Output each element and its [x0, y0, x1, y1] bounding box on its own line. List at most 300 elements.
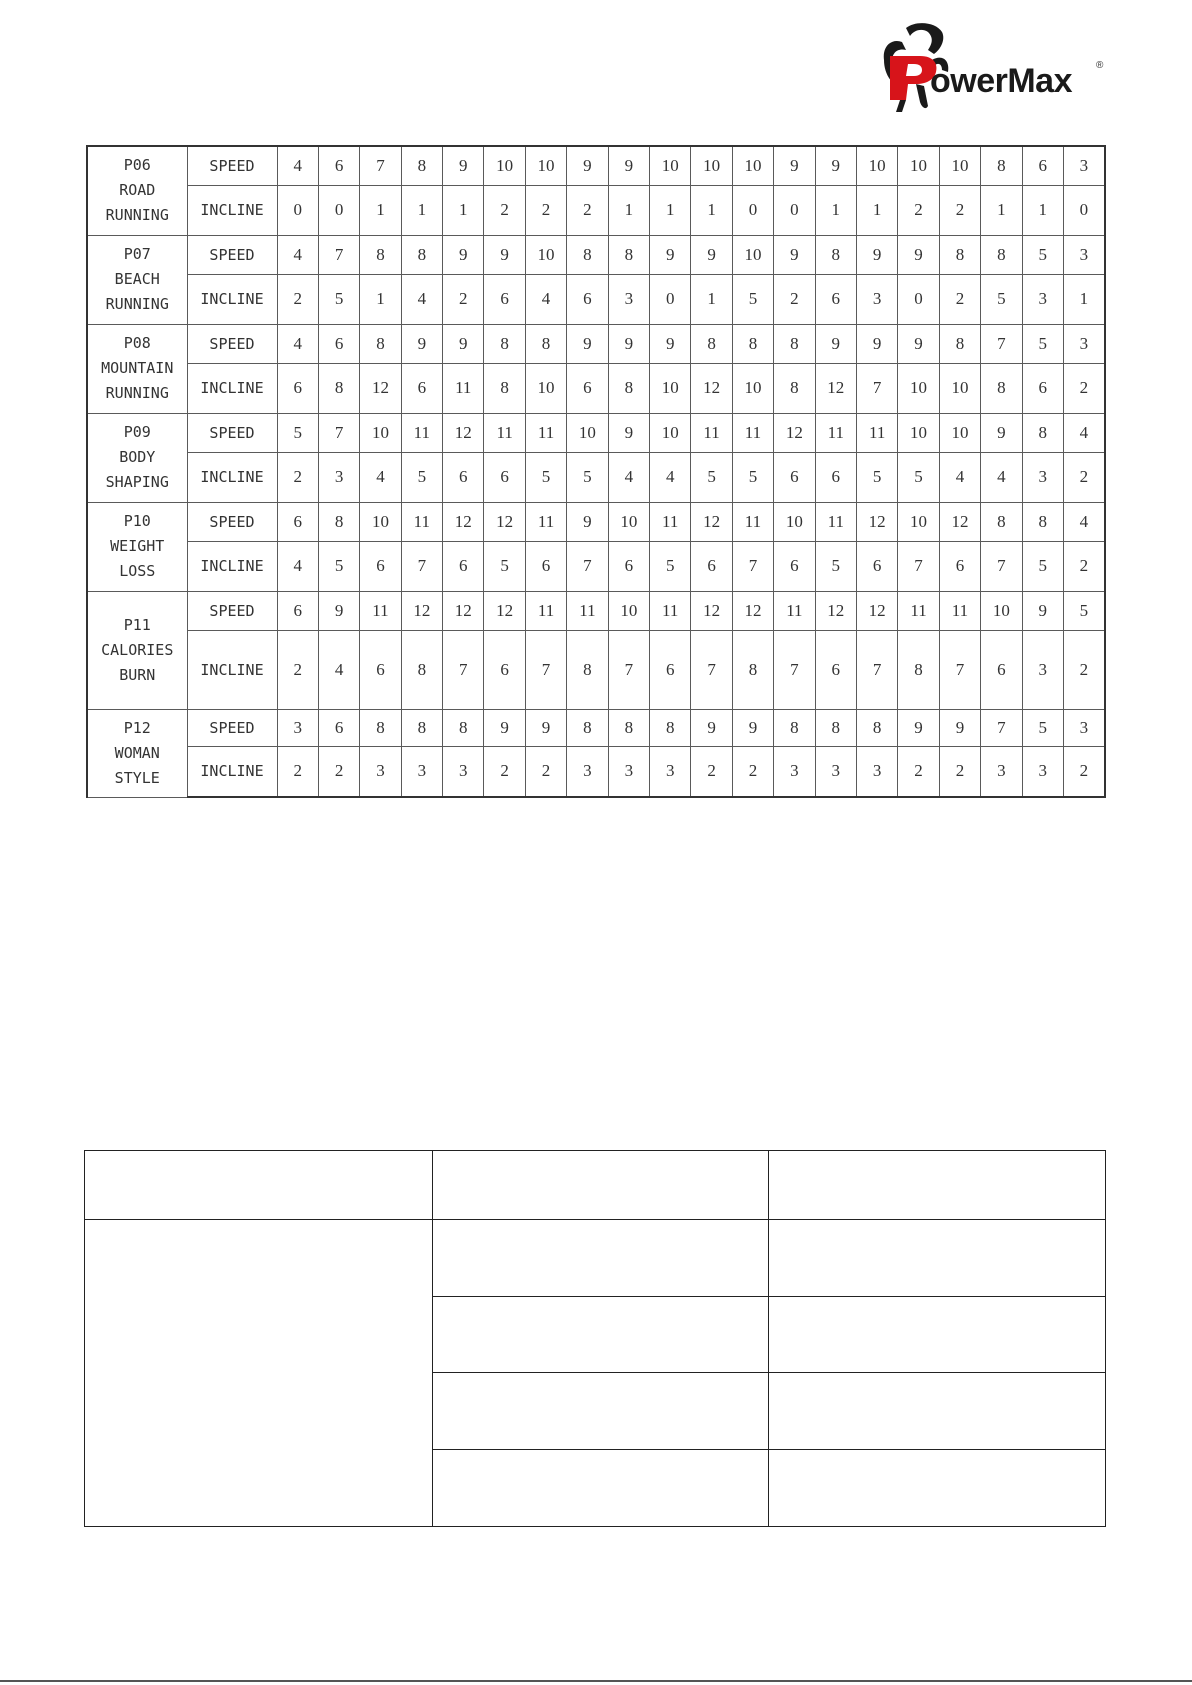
speed-value: 9 [981, 413, 1022, 452]
incline-value: 3 [567, 746, 608, 797]
incline-value: 0 [774, 185, 815, 235]
empty-spec-table [84, 1150, 1106, 1527]
speed-value: 10 [691, 146, 732, 185]
program-row-speed [87, 235, 1105, 274]
incline-value: 0 [277, 185, 318, 235]
speed-value: 10 [939, 413, 980, 452]
program-code: P07 [123, 245, 151, 263]
speed-value: 8 [401, 709, 442, 746]
incline-value: 2 [1063, 746, 1104, 797]
speed-value: 9 [567, 146, 608, 185]
incline-value: 2 [939, 185, 980, 235]
speed-value: 11 [401, 502, 442, 541]
speed-label: SPEED [187, 146, 277, 185]
incline-value: 3 [650, 746, 691, 797]
speed-value: 10 [898, 146, 939, 185]
speed-value: 11 [401, 413, 442, 452]
incline-value: 6 [360, 541, 401, 591]
incline-value: 7 [856, 363, 897, 413]
incline-value: 6 [691, 541, 732, 591]
incline-value: 5 [815, 541, 856, 591]
program-table [86, 145, 1106, 798]
incline-value: 7 [608, 630, 649, 709]
incline-value: 8 [608, 363, 649, 413]
speed-value: 10 [981, 591, 1022, 630]
speed-value: 10 [360, 502, 401, 541]
speed-value: 9 [939, 709, 980, 746]
incline-value: 1 [401, 185, 442, 235]
incline-value: 1 [360, 274, 401, 324]
speed-value: 12 [774, 413, 815, 452]
speed-value: 8 [360, 235, 401, 274]
incline-value: 2 [898, 185, 939, 235]
speed-value: 8 [939, 324, 980, 363]
speed-value: 10 [732, 235, 773, 274]
program-row-incline [87, 452, 1105, 502]
speed-value: 9 [815, 324, 856, 363]
incline-value: 3 [1022, 452, 1063, 502]
speed-value: 5 [1022, 709, 1063, 746]
empty-cell [85, 1151, 433, 1220]
speed-value: 12 [443, 591, 484, 630]
incline-value: 5 [856, 452, 897, 502]
speed-value: 10 [525, 235, 566, 274]
incline-value: 8 [484, 363, 525, 413]
incline-value: 3 [401, 746, 442, 797]
incline-value: 5 [401, 452, 442, 502]
speed-value: 9 [443, 235, 484, 274]
speed-value: 10 [484, 146, 525, 185]
speed-value: 10 [650, 413, 691, 452]
incline-value: 4 [318, 630, 359, 709]
speed-value: 8 [815, 235, 856, 274]
incline-value: 4 [277, 541, 318, 591]
incline-value: 0 [1063, 185, 1104, 235]
speed-value: 7 [981, 709, 1022, 746]
incline-value: 6 [856, 541, 897, 591]
speed-value: 8 [732, 324, 773, 363]
speed-value: 9 [608, 324, 649, 363]
incline-value: 4 [981, 452, 1022, 502]
incline-value: 10 [898, 363, 939, 413]
speed-value: 7 [318, 413, 359, 452]
incline-value: 0 [898, 274, 939, 324]
incline-value: 2 [1063, 541, 1104, 591]
empty-table-row [85, 1220, 1106, 1297]
speed-value: 12 [443, 502, 484, 541]
incline-value: 10 [732, 363, 773, 413]
incline-value: 10 [525, 363, 566, 413]
incline-value: 2 [567, 185, 608, 235]
incline-value: 3 [1022, 630, 1063, 709]
incline-value: 0 [732, 185, 773, 235]
speed-value: 11 [525, 413, 566, 452]
empty-cell [769, 1151, 1106, 1220]
speed-value: 8 [443, 709, 484, 746]
speed-value: 11 [856, 413, 897, 452]
program-name: BODY SHAPING [105, 448, 169, 491]
speed-value: 4 [277, 235, 318, 274]
speed-value: 9 [650, 324, 691, 363]
registered-mark: ® [1096, 60, 1104, 71]
incline-value: 6 [525, 541, 566, 591]
speed-value: 10 [360, 413, 401, 452]
program-name-cell [87, 591, 187, 709]
incline-value: 2 [277, 274, 318, 324]
speed-value: 8 [650, 709, 691, 746]
logo-wordmark: owerMax [930, 62, 1072, 100]
incline-value: 2 [898, 746, 939, 797]
speed-value: 10 [525, 146, 566, 185]
program-name-cell [87, 413, 187, 502]
program-row-speed [87, 502, 1105, 541]
program-code: P11 [123, 615, 151, 634]
incline-value: 12 [360, 363, 401, 413]
incline-value: 3 [815, 746, 856, 797]
incline-value: 4 [650, 452, 691, 502]
speed-value: 9 [401, 324, 442, 363]
incline-value: 3 [608, 746, 649, 797]
incline-label: INCLINE [187, 452, 277, 502]
incline-value: 2 [484, 185, 525, 235]
page-bottom-rule [0, 1680, 1192, 1682]
incline-value: 5 [525, 452, 566, 502]
incline-value: 5 [1022, 541, 1063, 591]
speed-value: 8 [401, 146, 442, 185]
incline-value: 7 [981, 541, 1022, 591]
incline-value: 12 [815, 363, 856, 413]
incline-value: 5 [732, 452, 773, 502]
speed-value: 11 [650, 502, 691, 541]
empty-cell [433, 1373, 769, 1450]
incline-value: 10 [939, 363, 980, 413]
program-name-cell [87, 235, 187, 324]
speed-value: 9 [608, 413, 649, 452]
incline-value: 1 [691, 274, 732, 324]
speed-value: 3 [277, 709, 318, 746]
incline-value: 4 [525, 274, 566, 324]
speed-value: 9 [1022, 591, 1063, 630]
speed-value: 8 [525, 324, 566, 363]
speed-value: 12 [484, 502, 525, 541]
program-name: ROAD RUNNING [105, 181, 169, 225]
incline-value: 1 [360, 185, 401, 235]
speed-value: 6 [277, 502, 318, 541]
speed-value: 7 [318, 235, 359, 274]
incline-value: 7 [732, 541, 773, 591]
speed-value: 10 [856, 146, 897, 185]
speed-value: 11 [691, 413, 732, 452]
speed-label: SPEED [187, 324, 277, 363]
speed-value: 9 [443, 146, 484, 185]
incline-value: 8 [898, 630, 939, 709]
empty-table-header-row [85, 1151, 1106, 1220]
speed-value: 8 [401, 235, 442, 274]
speed-value: 12 [691, 502, 732, 541]
program-row-speed [87, 591, 1105, 630]
incline-value: 7 [401, 541, 442, 591]
speed-value: 5 [1022, 324, 1063, 363]
speed-value: 10 [608, 502, 649, 541]
incline-value: 6 [567, 363, 608, 413]
incline-value: 1 [981, 185, 1022, 235]
speed-value: 4 [1063, 413, 1104, 452]
incline-value: 7 [691, 630, 732, 709]
speed-value: 5 [1022, 235, 1063, 274]
program-row-incline [87, 363, 1105, 413]
program-row-incline [87, 746, 1105, 797]
incline-label: INCLINE [187, 274, 277, 324]
incline-value: 2 [691, 746, 732, 797]
incline-value: 6 [815, 630, 856, 709]
empty-cell [769, 1220, 1106, 1297]
incline-value: 6 [484, 274, 525, 324]
program-row-speed [87, 324, 1105, 363]
incline-value: 4 [939, 452, 980, 502]
speed-value: 8 [691, 324, 732, 363]
program-name: BEACH RUNNING [105, 270, 169, 313]
speed-value: 11 [774, 591, 815, 630]
incline-value: 8 [774, 363, 815, 413]
speed-value: 9 [774, 235, 815, 274]
incline-value: 2 [1063, 363, 1104, 413]
speed-value: 3 [1063, 146, 1104, 185]
program-name: WEIGHT LOSS [110, 537, 165, 580]
incline-value: 8 [567, 630, 608, 709]
speed-value: 5 [277, 413, 318, 452]
incline-value: 6 [981, 630, 1022, 709]
incline-label: INCLINE [187, 363, 277, 413]
speed-value: 3 [1063, 235, 1104, 274]
speed-value: 8 [608, 235, 649, 274]
speed-value: 6 [318, 709, 359, 746]
speed-value: 12 [401, 591, 442, 630]
incline-value: 5 [484, 541, 525, 591]
incline-value: 8 [981, 363, 1022, 413]
speed-value: 11 [898, 591, 939, 630]
incline-value: 2 [277, 746, 318, 797]
speed-value: 9 [898, 324, 939, 363]
incline-value: 3 [608, 274, 649, 324]
program-row-speed [87, 413, 1105, 452]
incline-value: 2 [525, 185, 566, 235]
incline-value: 1 [1022, 185, 1063, 235]
incline-value: 7 [898, 541, 939, 591]
program-name: CALORIES BURN [101, 640, 174, 684]
speed-value: 11 [567, 591, 608, 630]
speed-value: 12 [939, 502, 980, 541]
incline-label: INCLINE [187, 185, 277, 235]
incline-value: 8 [318, 363, 359, 413]
speed-value: 12 [732, 591, 773, 630]
speed-value: 7 [981, 324, 1022, 363]
program-name-cell [87, 324, 187, 413]
speed-value: 3 [1063, 709, 1104, 746]
speed-value: 8 [360, 709, 401, 746]
speed-value: 9 [691, 709, 732, 746]
incline-value: 0 [650, 274, 691, 324]
speed-value: 9 [774, 146, 815, 185]
incline-value: 3 [774, 746, 815, 797]
speed-value: 8 [774, 709, 815, 746]
incline-value: 6 [939, 541, 980, 591]
speed-value: 4 [277, 324, 318, 363]
speed-value: 9 [525, 709, 566, 746]
speed-label: SPEED [187, 709, 277, 746]
empty-cell [433, 1220, 769, 1297]
program-name: MOUNTAIN RUNNING [101, 359, 174, 402]
incline-value: 5 [691, 452, 732, 502]
speed-value: 10 [898, 413, 939, 452]
incline-value: 1 [856, 185, 897, 235]
incline-value: 5 [898, 452, 939, 502]
speed-value: 4 [1063, 502, 1104, 541]
incline-value: 7 [939, 630, 980, 709]
incline-value: 1 [650, 185, 691, 235]
incline-value: 3 [360, 746, 401, 797]
empty-cell [769, 1297, 1106, 1373]
speed-value: 8 [567, 709, 608, 746]
incline-value: 1 [1063, 274, 1104, 324]
speed-value: 8 [939, 235, 980, 274]
speed-value: 9 [691, 235, 732, 274]
incline-value: 6 [443, 541, 484, 591]
speed-value: 11 [732, 413, 773, 452]
speed-value: 10 [608, 591, 649, 630]
incline-value: 7 [774, 630, 815, 709]
program-name-cell [87, 709, 187, 797]
incline-value: 8 [732, 630, 773, 709]
incline-value: 3 [856, 274, 897, 324]
speed-value: 9 [567, 502, 608, 541]
speed-value: 10 [650, 146, 691, 185]
incline-value: 2 [732, 746, 773, 797]
program-code: P09 [123, 423, 151, 441]
speed-value: 12 [691, 591, 732, 630]
speed-value: 9 [484, 235, 525, 274]
incline-value: 6 [484, 630, 525, 709]
incline-value: 5 [650, 541, 691, 591]
speed-value: 12 [443, 413, 484, 452]
powermax-logo [876, 20, 1106, 115]
incline-value: 7 [525, 630, 566, 709]
incline-value: 6 [774, 452, 815, 502]
incline-value: 5 [318, 274, 359, 324]
incline-label: INCLINE [187, 541, 277, 591]
speed-value: 9 [318, 591, 359, 630]
speed-value: 6 [318, 324, 359, 363]
program-name-cell [87, 502, 187, 591]
incline-value: 6 [608, 541, 649, 591]
incline-value: 2 [939, 274, 980, 324]
program-row-speed [87, 146, 1105, 185]
program-row-incline [87, 630, 1105, 709]
incline-value: 6 [650, 630, 691, 709]
speed-value: 8 [1022, 413, 1063, 452]
speed-value: 12 [484, 591, 525, 630]
incline-value: 6 [360, 630, 401, 709]
incline-value: 6 [815, 452, 856, 502]
incline-value: 2 [484, 746, 525, 797]
incline-value: 6 [815, 274, 856, 324]
speed-value: 11 [484, 413, 525, 452]
incline-value: 12 [691, 363, 732, 413]
speed-value: 9 [650, 235, 691, 274]
speed-value: 11 [732, 502, 773, 541]
speed-value: 10 [732, 146, 773, 185]
speed-value: 7 [360, 146, 401, 185]
speed-value: 11 [815, 502, 856, 541]
incline-value: 4 [360, 452, 401, 502]
incline-value: 3 [318, 452, 359, 502]
speed-value: 9 [856, 324, 897, 363]
speed-value: 9 [443, 324, 484, 363]
speed-value: 11 [650, 591, 691, 630]
incline-value: 2 [277, 452, 318, 502]
program-code: P12 [123, 718, 151, 737]
speed-value: 10 [898, 502, 939, 541]
incline-value: 2 [525, 746, 566, 797]
incline-value: 6 [484, 452, 525, 502]
incline-value: 4 [401, 274, 442, 324]
incline-value: 1 [608, 185, 649, 235]
program-row-speed [87, 709, 1105, 746]
speed-value: 8 [981, 146, 1022, 185]
speed-label: SPEED [187, 235, 277, 274]
speed-value: 8 [856, 709, 897, 746]
empty-cell [85, 1220, 433, 1527]
speed-value: 9 [484, 709, 525, 746]
incline-label: INCLINE [187, 630, 277, 709]
program-name-cell [87, 146, 187, 235]
speed-value: 8 [1022, 502, 1063, 541]
speed-label: SPEED [187, 413, 277, 452]
speed-value: 6 [277, 591, 318, 630]
speed-value: 8 [815, 709, 856, 746]
incline-value: 4 [608, 452, 649, 502]
program-name: WOMAN STYLE [114, 743, 160, 787]
incline-value: 6 [443, 452, 484, 502]
incline-value: 2 [774, 274, 815, 324]
speed-value: 8 [981, 235, 1022, 274]
speed-value: 11 [525, 502, 566, 541]
speed-value: 12 [856, 502, 897, 541]
incline-value: 3 [443, 746, 484, 797]
speed-value: 11 [360, 591, 401, 630]
speed-value: 9 [815, 146, 856, 185]
speed-value: 9 [898, 709, 939, 746]
incline-label: INCLINE [187, 746, 277, 797]
incline-value: 6 [277, 363, 318, 413]
speed-value: 9 [608, 146, 649, 185]
incline-value: 1 [443, 185, 484, 235]
incline-value: 3 [1022, 274, 1063, 324]
speed-value: 8 [981, 502, 1022, 541]
incline-value: 7 [567, 541, 608, 591]
speed-value: 10 [567, 413, 608, 452]
speed-value: 8 [608, 709, 649, 746]
speed-value: 10 [939, 146, 980, 185]
incline-value: 3 [856, 746, 897, 797]
empty-cell [433, 1151, 769, 1220]
empty-cell [769, 1450, 1106, 1527]
incline-value: 11 [443, 363, 484, 413]
incline-value: 2 [1063, 452, 1104, 502]
speed-label: SPEED [187, 502, 277, 541]
incline-value: 2 [318, 746, 359, 797]
incline-value: 2 [1063, 630, 1104, 709]
speed-value: 8 [360, 324, 401, 363]
